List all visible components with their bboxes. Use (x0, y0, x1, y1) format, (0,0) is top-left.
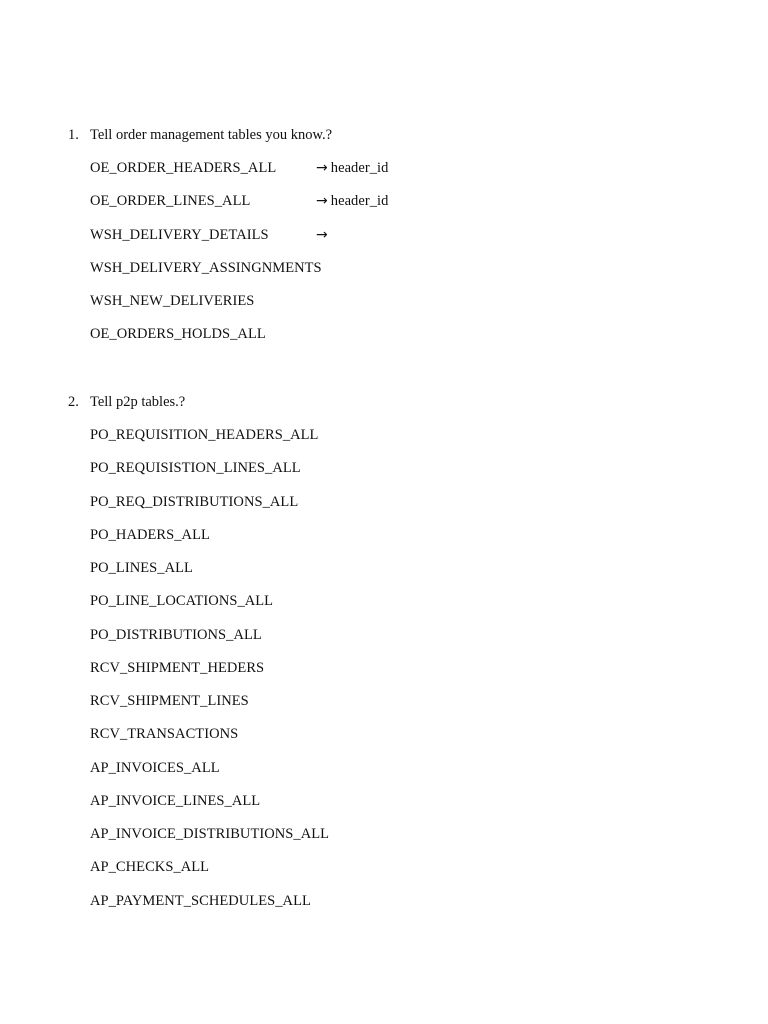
list-item (90, 859, 316, 876)
table-name: PO_REQUISITION_HEADERS_ALL (90, 427, 319, 443)
list-item (90, 693, 316, 710)
list-item (90, 260, 322, 277)
list-item (90, 460, 316, 477)
table-name: AP_CHECKS_ALL (90, 859, 210, 875)
list-item (90, 826, 329, 843)
question-number: 2. (68, 394, 79, 410)
table-name: PO_HADERS_ALL (90, 527, 210, 543)
list-item (90, 227, 331, 244)
table-name: AP_INVOICE_LINES_ALL (90, 793, 261, 809)
table-name: PO_DISTRIBUTIONS_ALL (90, 627, 262, 643)
arrow-right-icon: → (316, 227, 328, 243)
table-name: OE_ORDER_HEADERS_ALL (90, 160, 277, 176)
list-item (90, 527, 316, 544)
item-note: header_id (330, 193, 389, 209)
question-text: Tell p2p tables.? (90, 394, 186, 410)
table-name: RCV_TRANSACTIONS (90, 726, 239, 742)
table-name: AP_INVOICE_DISTRIBUTIONS_ALL (90, 826, 330, 842)
table-name: PO_REQUISISTION_LINES_ALL (90, 460, 301, 476)
question-number: 1. (68, 127, 79, 143)
table-name: WSH_NEW_DELIVERIES (90, 293, 255, 309)
list-item (90, 793, 316, 810)
table-name: OE_ORDER_LINES_ALL (90, 193, 251, 209)
table-name: OE_ORDERS_HOLDS_ALL (90, 326, 266, 342)
list-item (90, 427, 318, 444)
list-item (90, 893, 316, 910)
table-name: RCV_SHIPMENT_HEDERS (90, 660, 265, 676)
arrow-right-icon: → (316, 193, 328, 209)
list-item (90, 660, 316, 677)
table-name: WSH_DELIVERY_ASSINGNMENTS (90, 260, 322, 276)
list-item (90, 726, 316, 743)
list-item (90, 760, 316, 777)
list-item (90, 627, 316, 644)
table-name: PO_REQ_DISTRIBUTIONS_ALL (90, 494, 299, 510)
question-2 (68, 394, 185, 411)
list-item (90, 193, 388, 210)
table-name: WSH_DELIVERY_DETAILS (90, 227, 269, 243)
table-name: RCV_SHIPMENT_LINES (90, 693, 249, 709)
question-1 (68, 127, 332, 144)
table-name: AP_INVOICES_ALL (90, 760, 220, 776)
table-name: PO_LINES_ALL (90, 560, 193, 576)
list-item (90, 593, 316, 610)
list-item (90, 560, 316, 577)
list-item (90, 160, 388, 177)
list-item (90, 494, 316, 511)
list-item (90, 293, 316, 310)
table-name: PO_LINE_LOCATIONS_ALL (90, 593, 274, 609)
item-note: header_id (330, 160, 389, 176)
question-text: Tell order management tables you know.? (90, 127, 333, 143)
arrow-right-icon: → (316, 160, 328, 176)
table-name: AP_PAYMENT_SCHEDULES_ALL (90, 893, 311, 909)
list-item (90, 326, 316, 343)
